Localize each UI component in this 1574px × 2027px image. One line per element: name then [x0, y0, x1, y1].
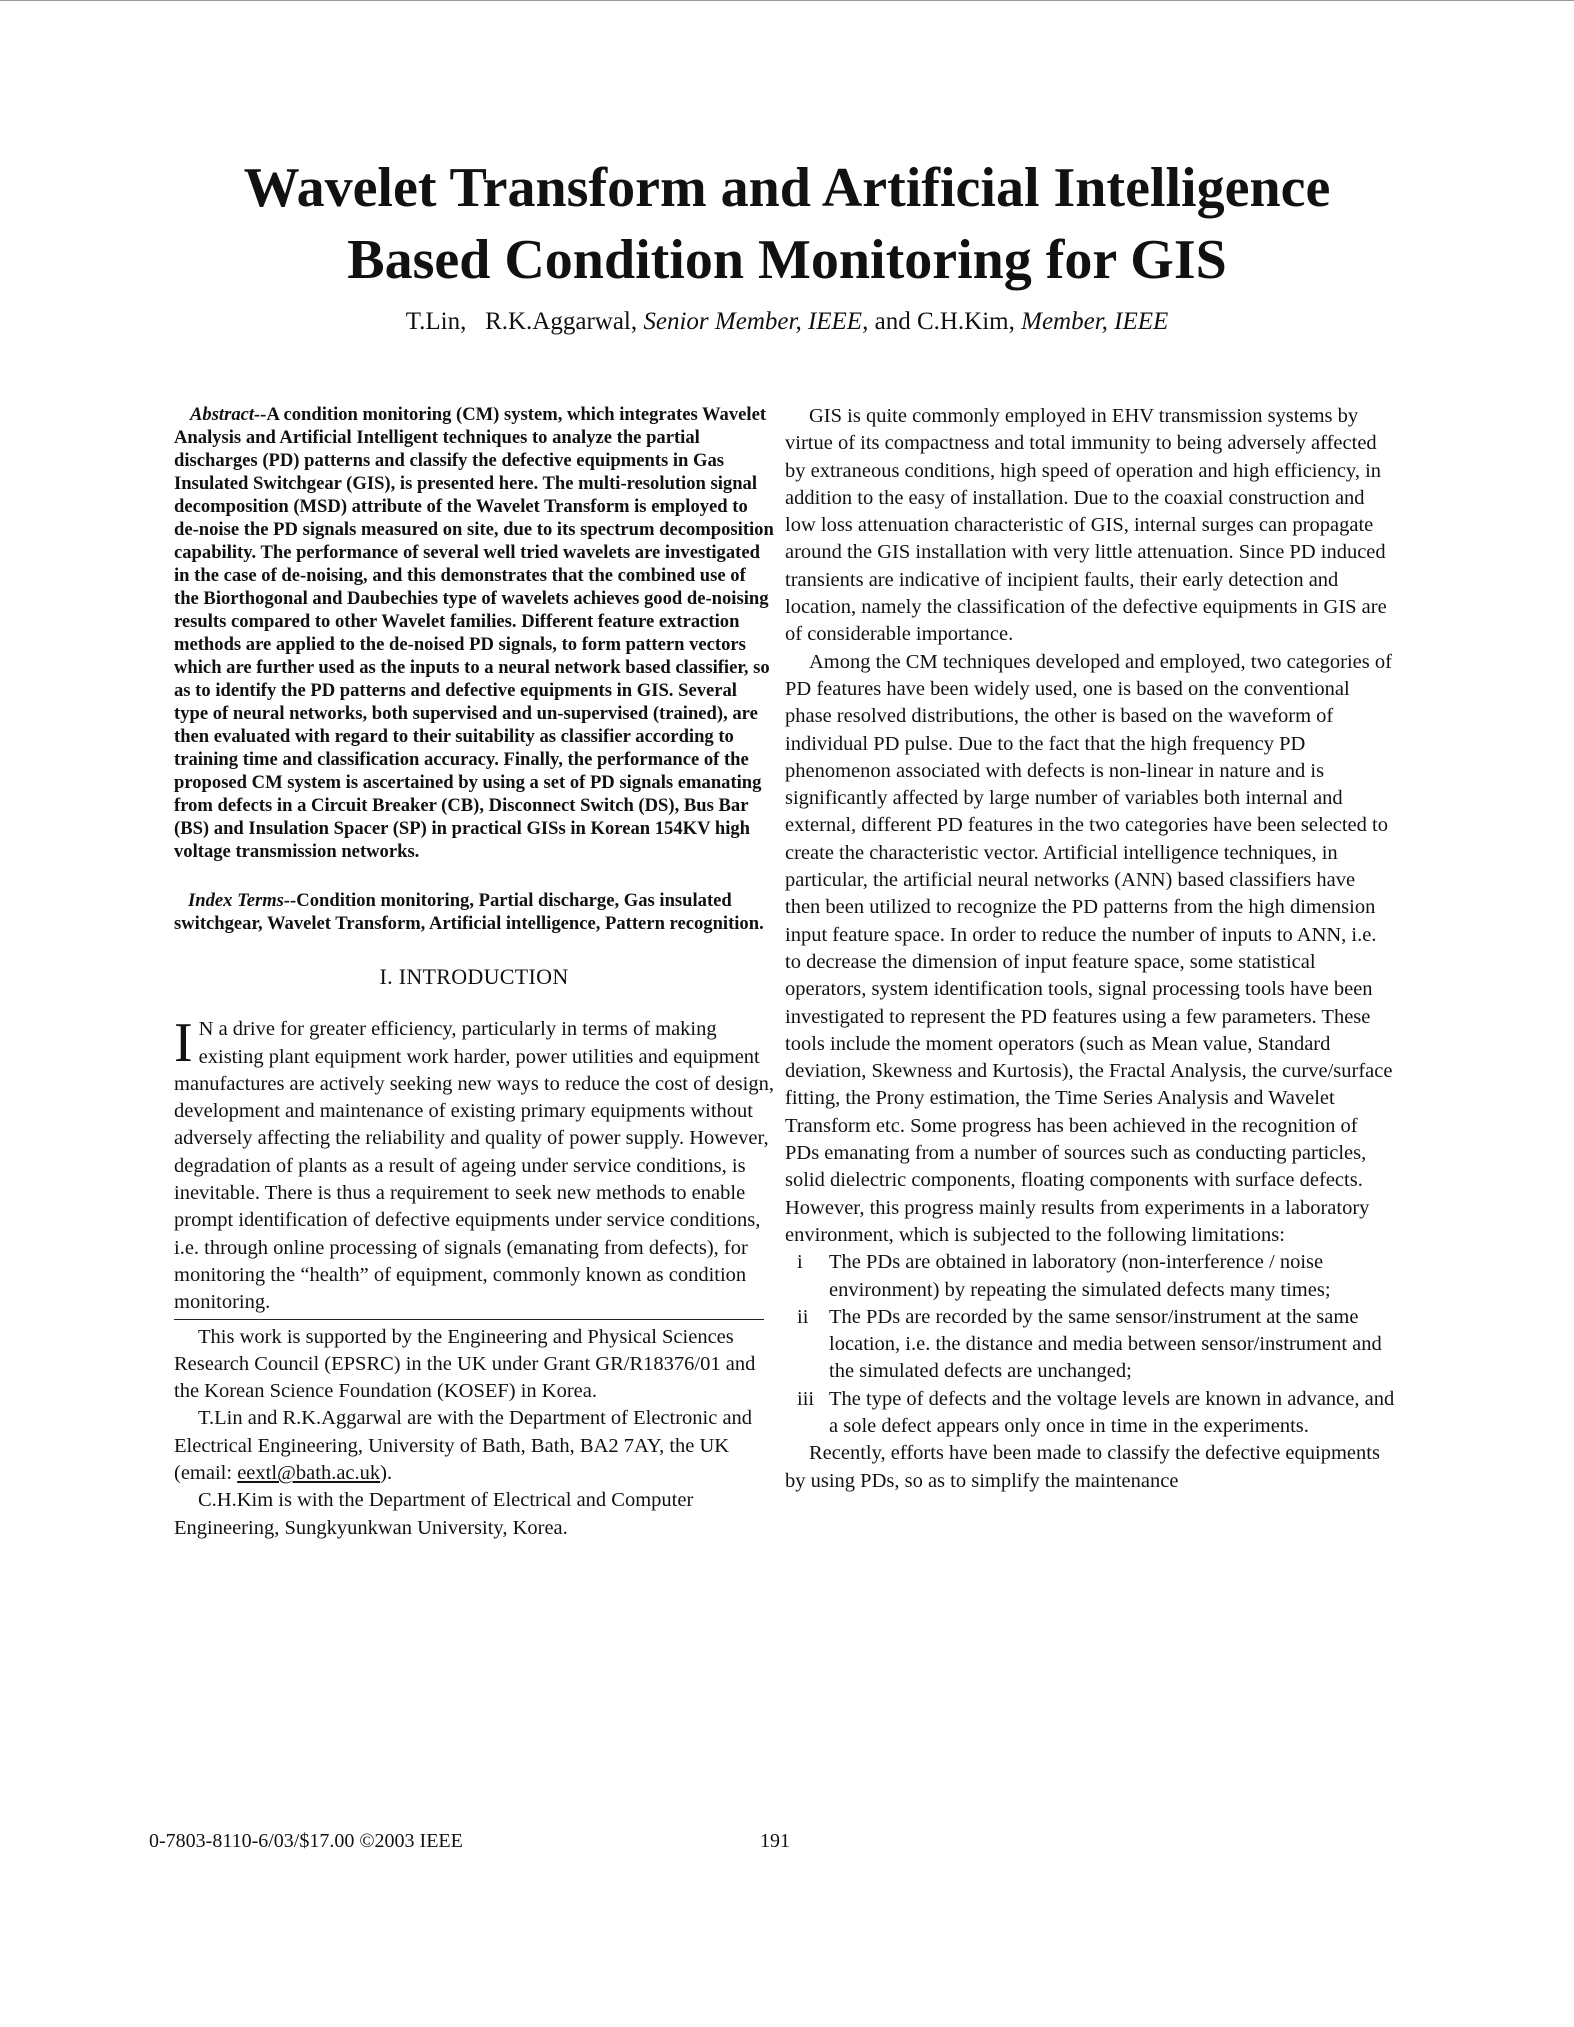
- author-3-role: Member, IEEE: [1021, 308, 1169, 335]
- list-item: [785, 1249, 1395, 1304]
- list-item-text: The PDs are obtained in laboratory (non-interference / noise environment) by repeating the simulated defects many times;: [829, 1251, 1331, 1301]
- copyright-notice: 0-7803-8110-6/03/$17.00 ©2003 IEEE: [149, 1830, 463, 1852]
- author-3: C.H.Kim,: [916, 308, 1015, 335]
- list-item-text: The PDs are recorded by the same sensor/instrument at the same location, i.e. the distance and media between sensor/instrument and the simulated defects are unchanged;: [829, 1305, 1382, 1383]
- footnote-affiliation-text: T.Lin and R.K.Aggarwal are with the Department of Electronic and Electrical Engineering, University of Bath, Bath, BA2 7AY, the UK (email:: [174, 1407, 753, 1485]
- author-and: and: [874, 308, 911, 335]
- page-number: 191: [760, 1830, 790, 1852]
- intro-paragraph: [174, 1012, 774, 1316]
- footnote: [174, 1324, 774, 1542]
- title-line-2: Based Condition Monitoring for GIS: [347, 229, 1227, 291]
- footnote-affiliation-bath: [174, 1405, 774, 1487]
- abstract-lead: Abstract--: [190, 404, 267, 425]
- author-2: R.K.Aggarwal,: [485, 308, 638, 335]
- list-item-number: iii: [797, 1387, 815, 1410]
- list-item-number: i: [797, 1251, 803, 1274]
- top-rule: [0, 0, 1574, 1]
- right-column: [785, 403, 1395, 1495]
- section-heading-introduction: I. INTRODUCTION: [379, 964, 569, 989]
- drop-cap: I: [174, 1012, 193, 1075]
- body-paragraph-2: Among the CM techniques developed and employed, two categories of PD features have been widely used, one is based on the conventional phase resolved distributions, the other is based on the waveform of individual PD pulse. Due to the fact that the high frequency PD phenomenon associated with defects is non-linear in nature and is significantly affected by large number of variables both internal and external, different PD features in the two categories have been selected to create the characteristic vector. Artificial intelligence techniques, in particular, the artificial neural networks (ANN) based classifiers have then been utilized to recognize the PD patterns from the high dimension input feature space. In order to reduce the number of inputs to ANN, i.e. to decrease the dimension of input feature space, some statistical operators, system identification tools, signal processing tools have been investigated to represent the PD features using a few parameters. These tools include the moment operators (such as Mean value, Standard deviation, Skewness and Kurtosis), the Fractal Analysis, the curve/surface fitting, the Prony estimation, the Time Series Analysis and Wavelet Transform etc. Some progress has been achieved in the recognition of PDs emanating from a number of sources such as conducting particles, solid dielectric components, floating components with surface defects. However, this progress mainly results from experiments in a laboratory environment, which is subjected to the following limitations:: [785, 650, 1393, 1246]
- footnote-funding: This work is supported by the Engineering and Physical Sciences Research Council (EPSRC) in the UK under Grant GR/R18376/01 and the Korean Science Foundation (KOSEF) in Korea.: [174, 1325, 756, 1403]
- title-line-1: Wavelet Transform and Artificial Intelligence: [243, 157, 1331, 219]
- body-paragraph-1: GIS is quite commonly employed in EHV transmission systems by virtue of its compactness and total immunity to being adversely affected by extraneous conditions, high speed of operation and high efficiency, in addition to the easy of installation. Due to the coaxial construction and low loss attenuation characteristic of GIS, internal surges can propagate around the GIS installation with very little attenuation. Since PD induced transients are indicative of incipient faults, their early detection and location, namely the classification of the defective equipments in GIS are of considerable importance.: [785, 405, 1387, 646]
- footnote-divider: [174, 1319, 764, 1320]
- body-paragraph-3: Recently, efforts have been made to classify the defective equipments by using PDs, so as to simplify the maintenance: [785, 1442, 1380, 1492]
- index-terms-lead: Index Terms--: [188, 890, 297, 911]
- limitations-list: [785, 1249, 1395, 1440]
- author-2-role: Senior Member, IEEE,: [643, 308, 869, 335]
- email-link[interactable]: eextl@bath.ac.uk: [237, 1462, 381, 1485]
- intro-paragraph-text: N a drive for greater efficiency, particularly in terms of making existing plant equipment work harder, power utilities and equipment manufactures are actively seeking new ways to reduce the cost of design, development and maintenance of existing primary equipments without adversely affecting the reliability and quality of power supply. However, degradation of plants as a result of ageing under service conditions, is inevitable. There is thus a requirement to seek new methods to enable prompt identification of defective equipments under service conditions, i.e. through online processing of signals (emanating from defects), for monitoring the “health” of equipment, commonly known as condition monitoring.: [174, 1018, 774, 1314]
- index-terms-text: Condition monitoring, Partial discharge, Gas insulated switchgear, Wavelet Transform, Artificial intelligence, Pattern recognition.: [174, 890, 764, 934]
- left-column: [174, 403, 774, 1542]
- abstract: [174, 403, 774, 863]
- abstract-text: A condition monitoring (CM) system, which integrates Wavelet Analysis and Artificial Intelligent techniques to analyze the partial discharges (PD) patterns and classify the defective equipments in Gas Insulated Switchgear (GIS), is presented here. The multi-resolution signal decomposition (MSD) attribute of the Wavelet Transform is employed to de-noise the PD signals measured on site, due to its spectrum decomposition capability. The performance of several well tried wavelets are investigated in the case of de-noising, and this demonstrates that the combined use of the Biorthogonal and Daubechies type of wavelets achieves good de-noising results compared to other Wavelet families. Different feature extraction methods are applied to the de-noised PD signals, to form pattern vectors which are further used as the inputs to a neural network based classifier, so as to identify the PD patterns and defective equipments in GIS. Several type of neural networks, both supervised and un-supervised (trained), are then evaluated with regard to their suitability as classifier according to training time and classification accuracy. Finally, the performance of the proposed CM system is ascertained by using a set of PD signals emanating from defects in a Circuit Breaker (CB), Disconnect Switch (DS), Bus Bar (BS) and Insulation Spacer (SP) in practical GISs in Korean 154KV high voltage transmission networks.: [174, 404, 774, 862]
- author-line: [80, 306, 1494, 338]
- index-terms: [174, 889, 774, 935]
- list-item-text: The type of defects and the voltage levels are known in advance, and a sole defect appears only once in time in the experiments.: [829, 1387, 1395, 1437]
- list-item: [785, 1386, 1395, 1441]
- footnote-affiliation-end: ).: [380, 1462, 393, 1485]
- list-item: [785, 1304, 1395, 1386]
- list-item-number: ii: [797, 1305, 809, 1328]
- author-1: T.Lin,: [405, 308, 467, 335]
- paper-title: [80, 152, 1494, 296]
- footnote-affiliation-korea: C.H.Kim is with the Department of Electrical and Computer Engineering, Sungkyunkwan University, Korea.: [174, 1489, 694, 1539]
